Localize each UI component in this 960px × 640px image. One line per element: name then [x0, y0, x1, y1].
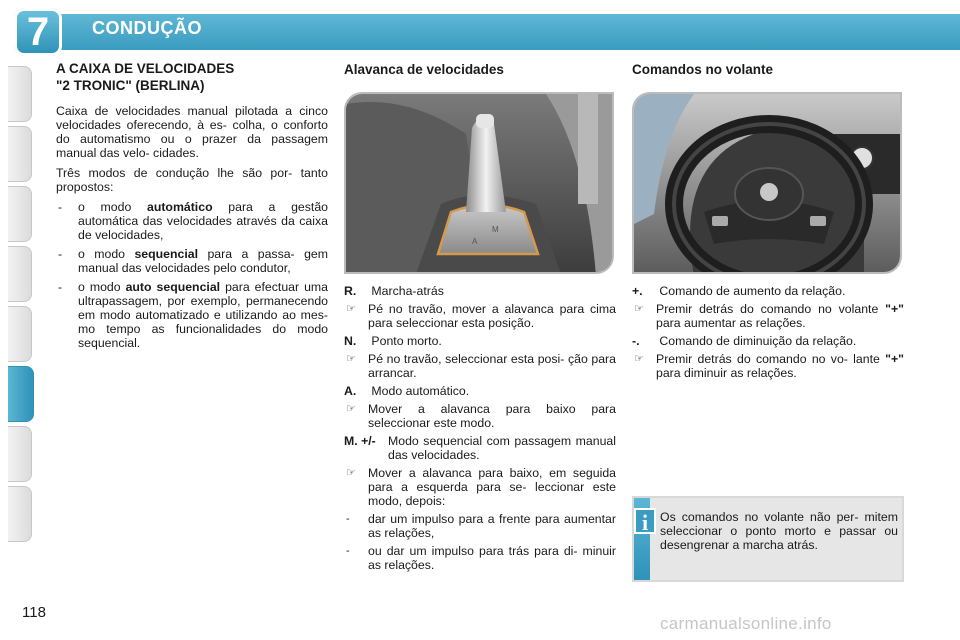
entry-text: dar um impulso para a frente para aumentar as relações,	[368, 512, 616, 540]
entry-text: para diminuir as relações.	[656, 366, 797, 380]
mode-text: para a passa- gem manual das velocidades pelo condutor,	[78, 247, 328, 275]
entry-key	[632, 284, 904, 298]
section-title-line1: A CAIXA DE VELOCIDADES	[56, 61, 235, 76]
chapter-number-badge: 7	[14, 8, 62, 56]
right-column	[632, 60, 904, 384]
steering-wheel-icon	[634, 94, 902, 274]
dash-marker: -	[346, 513, 350, 525]
steering-wheel-photo	[632, 92, 902, 274]
gear-lever-icon	[346, 94, 614, 274]
hand-pointer-icon: ☞	[634, 303, 644, 315]
gear-lever-title: Alavanca de velocidades	[344, 62, 504, 77]
hand-pointer-icon: ☞	[346, 467, 356, 479]
mode-name: auto sequencial	[125, 280, 221, 294]
dash-marker: -	[346, 545, 350, 557]
entry-text: Pé no travão, mover a alavanca para cima para seleccionar esta posição.	[368, 302, 616, 330]
entry-key-label: M. +/-	[344, 434, 376, 448]
section-title-line2: "2 TRONIC" (BERLINA)	[56, 78, 205, 93]
svg-text:M: M	[492, 225, 499, 234]
chapter-tab[interactable]	[8, 486, 32, 542]
middle-column	[344, 60, 616, 576]
entry-text: Comando de diminuição da relação.	[659, 334, 857, 348]
left-column	[56, 60, 328, 355]
chapter-tab[interactable]	[8, 66, 32, 122]
mode-name: sequencial	[134, 247, 199, 261]
entry-instruction	[344, 302, 616, 330]
mode-item	[56, 247, 328, 275]
entry-text: Mover a alavanca para baixo para seleccionar este modo.	[368, 402, 616, 430]
svg-text:A: A	[472, 237, 478, 246]
entry-instruction	[344, 352, 616, 380]
entry-text: Comando de aumento da relação.	[659, 284, 846, 298]
chapter-tab[interactable]	[8, 186, 32, 242]
info-text: Os comandos no volante não per- mitem seleccionar o ponto morto e passar ou desengrenar a marcha atrás.	[660, 510, 898, 552]
entry-text: para aumentar as relações.	[656, 316, 806, 330]
entry-key-label: A.	[344, 384, 357, 398]
entry-text: Premir detrás do comando no volante	[656, 302, 886, 316]
hand-pointer-icon: ☞	[346, 303, 356, 315]
mode-text: o modo	[78, 280, 126, 294]
entry-key	[344, 384, 616, 398]
entry-instruction	[344, 466, 616, 508]
mode-name: automático	[146, 200, 213, 214]
entry-text: Mover a alavanca para baixo, em seguida para a esquerda para se- leccionar este modo, depois:	[368, 466, 616, 508]
entry-instruction	[632, 302, 904, 330]
entry-text: Pé no travão, seleccionar esta posi- ção para arrancar.	[368, 352, 616, 380]
entry-text: Modo automático.	[371, 384, 470, 398]
steering-controls-title: Comandos no volante	[632, 62, 774, 77]
hand-pointer-icon: ☞	[634, 353, 644, 365]
entry-key	[344, 334, 616, 348]
mode-text: o modo	[78, 247, 135, 261]
chapter-tab[interactable]	[8, 246, 32, 302]
mode-text: o modo	[78, 200, 147, 214]
entry-instruction	[632, 352, 904, 380]
chapter-tab[interactable]	[8, 426, 32, 482]
mode-text: para efectuar uma ultrapassagem, por exemplo, permanecendo em modo automatizado e utilizando ao mes- mo tempo as funcionalidades do modo sequencial.	[78, 280, 329, 350]
entry-dash-item	[344, 544, 616, 572]
mode-item	[56, 200, 328, 242]
info-icon: i	[634, 508, 656, 534]
chapter-tab[interactable]	[8, 306, 32, 362]
entry-key	[344, 434, 616, 462]
chapter-title: CONDUÇÃO	[92, 18, 202, 38]
hand-pointer-icon: ☞	[346, 403, 356, 415]
watermark: carmanualsonline.info	[660, 614, 832, 633]
intro-paragraph: Caixa de velocidades manual pilotada a cinco velocidades oferecendo, à es- colha, o conforto do automatismo ou o prazer da passagem manual das velo- cidades.	[56, 104, 328, 160]
entry-emphasis: "+"	[885, 302, 904, 316]
entry-text: Marcha-atrás	[371, 284, 444, 298]
entry-emphasis: "+"	[885, 352, 904, 366]
dash-marker: -	[58, 280, 63, 294]
entry-key-label: -.	[632, 334, 640, 348]
entry-dash-item	[344, 512, 616, 540]
chapter-tabs	[8, 66, 34, 576]
hand-pointer-icon: ☞	[346, 353, 356, 365]
entry-text: ou dar um impulso para trás para di- minuir as relações.	[368, 544, 616, 572]
entry-instruction	[344, 402, 616, 430]
mode-item	[56, 280, 328, 350]
entry-text: Ponto morto.	[371, 334, 442, 348]
mode-text: para a gestão automática das velocidades através da caixa de velocidades,	[78, 200, 329, 242]
dash-marker: -	[58, 200, 63, 214]
entry-key-label: R.	[344, 284, 357, 298]
dash-marker: -	[58, 247, 63, 261]
entry-text: Premir detrás do comando no vo- lante	[656, 352, 886, 366]
section-title	[56, 60, 328, 94]
info-box	[632, 496, 904, 582]
entry-key-label: +.	[632, 284, 643, 298]
entry-key	[632, 334, 904, 348]
gear-lever-photo	[344, 92, 614, 274]
entry-text: Modo sequencial com passagem manual das velocidades.	[388, 434, 616, 462]
entry-key	[344, 284, 616, 298]
entry-key-label: N.	[344, 334, 357, 348]
chapter-tab-active[interactable]	[8, 366, 34, 422]
modes-intro: Três modos de condução lhe são por- tanto propostos:	[56, 166, 328, 194]
chapter-tab[interactable]	[8, 126, 32, 182]
page-number: 118	[22, 604, 46, 621]
